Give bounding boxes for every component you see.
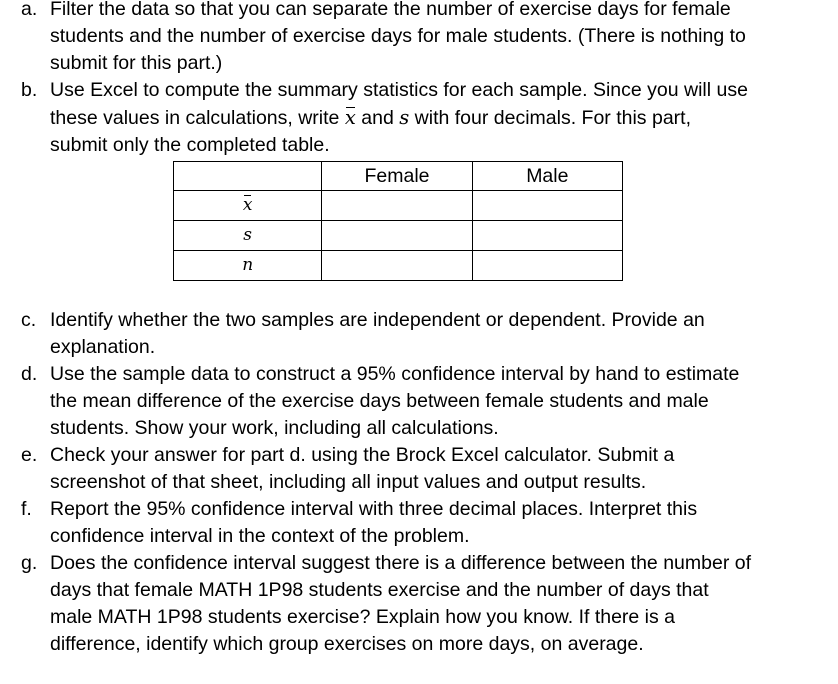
xbar-symbol: x [344, 106, 356, 129]
table-row-label-n: n [174, 251, 322, 281]
question-f-line-2: confidence interval in the context of the problem. [50, 525, 470, 547]
table-row-label-mean [174, 191, 322, 221]
question-a-letter: a. [21, 0, 38, 20]
question-e [0, 442, 838, 496]
question-e-line-2: screenshot of that sheet, including all input values and output results. [50, 471, 647, 493]
spacer [0, 281, 838, 307]
question-a-line-1: Filter the data so that you can separate the number of exercise days for female [50, 0, 731, 20]
question-f-letter: f. [21, 498, 32, 520]
question-b-letter: b. [21, 79, 38, 101]
question-g-line-1: Does the confidence interval suggest there is a difference between the number of [50, 552, 751, 574]
question-d [0, 361, 838, 442]
table-cell-male-sd[interactable] [472, 221, 622, 251]
question-g-letter: g. [21, 552, 38, 574]
question-b-line-3: submit only the completed table. [50, 134, 330, 156]
question-a [0, 0, 838, 77]
table-cell-male-n[interactable] [472, 251, 622, 281]
question-f [0, 496, 838, 550]
table-cell-male-mean[interactable] [472, 191, 622, 221]
question-c-letter: c. [21, 309, 37, 331]
question-b-text-and: and [361, 107, 394, 129]
question-g-line-4: difference, identify which group exercises on more days, on average. [50, 633, 644, 655]
question-c [0, 307, 838, 361]
question-g-line-3: male MATH 1P98 students exercise? Explain how you know. If there is a [50, 606, 676, 628]
question-d-letter: d. [21, 363, 38, 385]
question-d-line-1: Use the sample data to construct a 95% confidence interval by hand to estimate [50, 363, 740, 385]
table-row-label-sd: s [174, 221, 322, 251]
table-row-n [174, 251, 623, 281]
table-row-sd [174, 221, 623, 251]
question-d-line-2: the mean difference of the exercise days between female students and male [50, 390, 709, 412]
table-row-mean [174, 191, 623, 221]
table-cell-female-n[interactable] [322, 251, 472, 281]
question-c-line-2: explanation. [50, 336, 156, 358]
question-e-letter: e. [21, 444, 38, 466]
question-d-line-3: students. Show your work, including all calculations. [50, 417, 499, 439]
question-a-line-3: submit for this part.) [50, 52, 223, 74]
question-b [0, 77, 838, 159]
question-c-line-1: Identify whether the two samples are independent or dependent. Provide an [50, 309, 705, 331]
question-a-line-2: students and the number of exercise days for male students. (There is nothing to [50, 25, 746, 47]
question-g [0, 550, 838, 658]
question-g-line-2: days that female MATH 1P98 students exercise and the number of days that [50, 579, 709, 601]
question-b-text-decimals: with four decimals. For this part, [414, 107, 691, 129]
s-symbol: s [399, 106, 410, 129]
table-cell-female-mean[interactable] [322, 191, 472, 221]
mean-symbol: x [243, 192, 253, 219]
table-cell-female-sd[interactable] [322, 221, 472, 251]
summary-statistics-table [173, 161, 623, 281]
question-b-line-1: Use Excel to compute the summary statistics for each sample. Since you will use [50, 79, 748, 101]
question-e-line-1: Check your answer for part d. using the Brock Excel calculator. Submit a [50, 444, 675, 466]
question-f-line-1: Report the 95% confidence interval with three decimal places. Interpret this [50, 498, 698, 520]
question-b-line-2 [50, 104, 824, 132]
table-header-blank [174, 162, 322, 191]
question-b-text-write: these values in calculations, write [50, 107, 340, 129]
table-header-row [174, 162, 623, 191]
table-header-female: Female [322, 162, 472, 191]
table-header-male: Male [472, 162, 622, 191]
